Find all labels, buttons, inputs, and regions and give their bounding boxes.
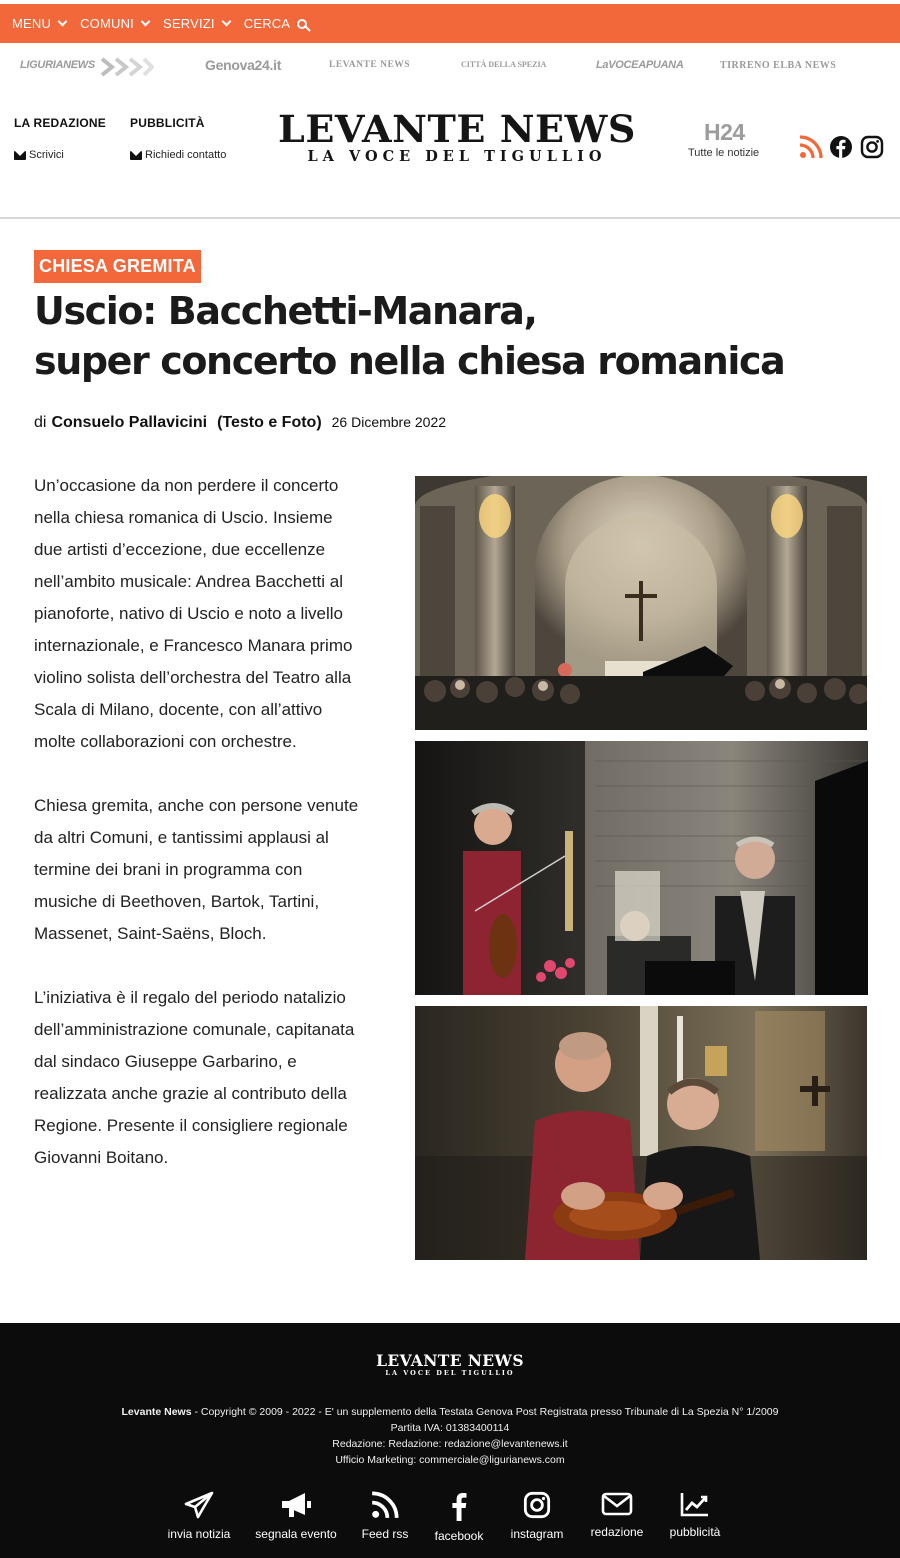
footer-copyright-text: - Copyright © 2009 - 2022 - E' un supplemento della Testata Genova Post Registrata presso Tribunale di La Spezia N° 1/2009 xyxy=(191,1406,779,1418)
liguria-news-logo[interactable]: LIGURIANEWS xyxy=(20,59,95,71)
servizi-label: SERVIZI xyxy=(163,16,215,31)
footer-actions xyxy=(0,1491,900,1541)
footer-marketing-email[interactable]: Ufficio Marketing: commerciale@ligurianews.com xyxy=(335,1454,565,1466)
redazione-label: redazione xyxy=(590,1525,644,1539)
author-name[interactable]: Consuelo Pallavicini xyxy=(51,414,208,431)
paragraph-2: Chiesa gremita, anche con persone venute da altri Comuni, e tantissimi applausi al termine dei brani in programma con musiche di Beethoven, Bartok, Tartini, Massenet, Saint-Saëns, Bloch. xyxy=(34,796,359,943)
rss-icon[interactable] xyxy=(799,135,823,159)
article-title xyxy=(34,286,874,386)
pubblicita-title: PUBBLICITÀ xyxy=(130,116,205,130)
site-footer xyxy=(0,1323,900,1558)
elba-news-logo[interactable]: TIRRENO ELBA NEWS xyxy=(720,60,837,71)
chevron-down-icon xyxy=(141,17,151,27)
article-body xyxy=(34,470,364,1206)
voce-apuana-logo[interactable]: LaVOCEAPUANA xyxy=(596,59,684,71)
invia-notizia-link[interactable] xyxy=(166,1491,232,1543)
footer-piva: Partita IVA: 01383400114 xyxy=(390,1422,510,1434)
menu-label: MENU xyxy=(12,16,52,31)
levante-news-logo[interactable]: LEVANTE NEWS xyxy=(329,60,411,70)
top-nav-bar xyxy=(0,4,900,43)
paragraph-1: Un’occasione da non perdere il concerto nella chiesa romanica di Uscio. Insieme due artisti d’eccezione, due eccellenze nell’ambito musicale: Andrea Bacchetti al pianoforte, nativo di Uscio e noto a livello internazionale, e Francesco Manara primo violino solista dell’orchestra del Teatro alla Scala di Milano, docente, con all’attivo molte collaborazioni con orchestre. xyxy=(34,476,353,751)
brand-tagline: LA VOCE DEL TIGULLIO xyxy=(307,148,607,165)
search-icon xyxy=(297,19,307,29)
genova24-logo[interactable]: Genova24.it xyxy=(205,57,282,73)
envelope-icon xyxy=(14,151,26,160)
brand-logo[interactable] xyxy=(271,107,643,165)
photo-church-interior[interactable] xyxy=(415,476,867,730)
footer-copyright-brand: Levante News xyxy=(121,1406,192,1418)
facebook-link[interactable] xyxy=(432,1491,486,1545)
footer-brand-name: LEVANTE NEWS xyxy=(376,1351,524,1370)
chevron-down-icon xyxy=(58,17,68,27)
instagram-icon[interactable] xyxy=(860,135,884,159)
cerca-button[interactable] xyxy=(244,16,308,31)
byline xyxy=(34,414,446,432)
feed-rss-label: Feed rss xyxy=(361,1527,409,1541)
arrows-icon xyxy=(100,57,154,77)
richiedi-contatto-link[interactable] xyxy=(130,149,226,161)
instagram-label: instagram xyxy=(510,1527,564,1541)
footer-copyright xyxy=(0,1406,900,1418)
facebook-f-icon xyxy=(449,1491,469,1521)
footer-brand-logo[interactable] xyxy=(0,1353,900,1377)
paragraph-3: L’iniziativa è il regalo del periodo natalizio dell’amministrazione comunale, capitanata dal sindaco Giuseppe Garbarino, e realizzata anche grazie al contributo della Regione. Presente il consigliere regionale Giovanni Boitano. xyxy=(34,988,355,1167)
comuni-label: COMUNI xyxy=(80,16,134,31)
brand-name: LEVANTE NEWS xyxy=(278,107,636,151)
h24-logo[interactable]: H24 xyxy=(704,119,745,145)
tutte-le-notizie-link[interactable]: Tutte le notizie xyxy=(688,147,760,159)
cerca-label: CERCA xyxy=(243,16,291,31)
scrivici-link[interactable] xyxy=(14,149,64,161)
segnala-evento-label: segnala evento xyxy=(255,1527,337,1541)
instagram-link[interactable] xyxy=(508,1491,566,1543)
byline-prefix: di xyxy=(34,414,47,431)
photo-musicians-portrait[interactable] xyxy=(415,1006,867,1260)
invia-notizia-label: invia notizia xyxy=(167,1527,231,1541)
envelope-icon xyxy=(601,1491,633,1517)
comuni-dropdown[interactable] xyxy=(80,16,149,31)
feed-rss-link[interactable] xyxy=(360,1491,410,1543)
rss-icon xyxy=(371,1491,399,1519)
author-credit: (Testo e Foto) xyxy=(217,414,322,431)
footer-brand-tagline: LA VOCE DEL TIGULLIO xyxy=(385,1369,515,1377)
paper-plane-icon xyxy=(184,1491,214,1519)
segnala-evento-link[interactable] xyxy=(255,1491,337,1543)
redazione-title: LA REDAZIONE xyxy=(14,116,106,130)
menu-dropdown[interactable] xyxy=(12,16,66,31)
instagram-icon xyxy=(523,1491,551,1519)
facebook-label: facebook xyxy=(434,1529,484,1543)
chevron-down-icon xyxy=(221,17,231,27)
scrivici-label: Scrivici xyxy=(29,149,64,161)
category-badge[interactable]: CHIESA GREMITA xyxy=(34,250,201,283)
publish-date: 26 Dicembre 2022 xyxy=(331,414,447,430)
title-line-2: super concerto nella chiesa romanica xyxy=(34,339,785,383)
redazione-link[interactable] xyxy=(588,1491,646,1541)
network-logos-bar xyxy=(0,43,900,91)
citta-della-spezia-logo[interactable]: CITTÀ DELLA SPEZIA xyxy=(461,60,547,69)
servizi-dropdown[interactable] xyxy=(163,16,230,31)
title-line-1: Uscio: Bacchetti-Manara, xyxy=(34,289,537,333)
photo-musicians-on-stage[interactable] xyxy=(415,741,868,995)
chart-line-icon xyxy=(680,1491,710,1517)
site-header xyxy=(0,91,900,219)
richiedi-contatto-label: Richiedi contatto xyxy=(145,149,227,161)
megaphone-icon xyxy=(279,1491,313,1519)
footer-redazione-email[interactable]: Redazione: Redazione: redazione@levantenews.it xyxy=(332,1438,568,1450)
pubblicita-link[interactable] xyxy=(666,1491,724,1541)
facebook-icon[interactable] xyxy=(829,135,853,159)
envelope-icon xyxy=(130,151,142,160)
pubblicita-label: pubblicità xyxy=(669,1525,721,1539)
